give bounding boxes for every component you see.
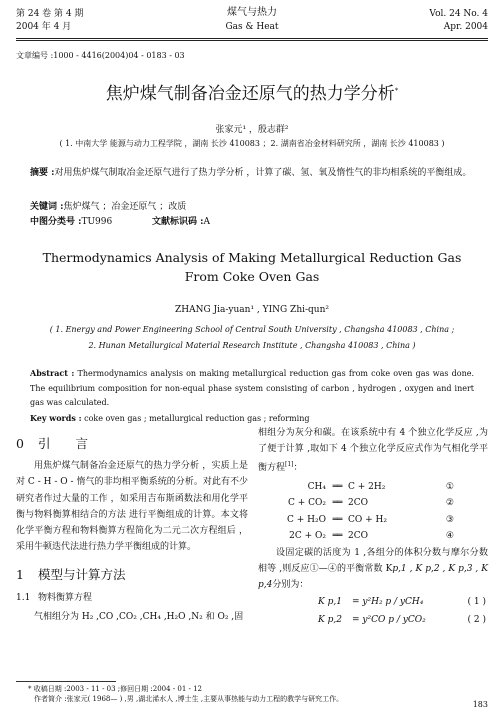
- equilibrium-text: 设固定碳的活度为 1 ,各组分的体积分数与摩尔分数相等 ,则反应①—④的平衡常数 K: [258, 547, 488, 574]
- equilibrium-arrow: ══: [332, 498, 342, 509]
- title-footnote-mark: *: [394, 86, 399, 95]
- keywords-cn-text: 焦炉煤气 ；冶金还原气 ；改质: [63, 202, 187, 212]
- section-1-title: 模型与计算方法: [38, 567, 126, 583]
- keywords-cn: [30, 199, 186, 212]
- doc-code-value: A: [203, 217, 210, 227]
- subsection-1-1-title: 物料衡算方程: [38, 592, 93, 603]
- reaction-row: [270, 495, 488, 512]
- section-0-title: 引 言: [38, 436, 89, 451]
- reactions-intro-paragraph: [258, 425, 488, 477]
- reaction-list: [270, 479, 488, 545]
- abstract-cn: [30, 166, 474, 180]
- title-cn: [16, 79, 488, 104]
- affiliation-en: [16, 322, 488, 354]
- issue-date: 2004 年 4 月: [16, 22, 72, 32]
- title-cn-text: 焦炉煤气制备冶金还原气的热力学分析: [105, 84, 395, 104]
- reaction-row: [270, 512, 488, 529]
- authors-cn: 张家元¹ ，殷志群²: [215, 125, 289, 135]
- right-column: [258, 425, 488, 629]
- equation-lhs: K p,2: [318, 615, 342, 626]
- reaction-lhs: C + CO₂: [287, 498, 326, 509]
- equation-number: ( 1 ): [467, 597, 486, 608]
- reaction-rhs: 2CO: [348, 531, 368, 542]
- volume-issue: 第 24 卷 第 4 期: [16, 9, 84, 19]
- authors-en: ZHANG Jia-yuan¹ , YING Zhi-qun²: [174, 305, 329, 315]
- equation-row: [318, 611, 488, 629]
- journal-volume-en: [429, 8, 488, 34]
- left-column: [16, 428, 248, 625]
- equation-rhs: = y²CO p / yCO₂: [352, 615, 426, 626]
- affiliation-en-1: ( 1. Energy and Power Engineering School of Central South University , Changsha 410083 , China ;: [49, 325, 455, 334]
- page-number: 183: [472, 700, 488, 709]
- affiliation-cn: ( 1. 中南大学 能源与动力工程学院 ，湖南 长沙 410083 ；2. 湖南省冶金材料研究所 ，湖南 长沙 410083 ): [59, 139, 445, 148]
- journal-name-cn: 煤气与热力: [227, 7, 277, 18]
- section-0-number: 0: [16, 436, 24, 451]
- abstract-cn-label: 摘要 :: [30, 168, 55, 178]
- reaction-rhs: CO + H₂: [348, 514, 387, 525]
- issue-date-en: Apr. 2004: [443, 22, 488, 32]
- equation-number: ( 2 ): [467, 615, 486, 626]
- classification: [30, 214, 210, 227]
- footnote-rule: [16, 681, 116, 682]
- footnote: [28, 684, 343, 704]
- journal-issue: [16, 8, 83, 34]
- reactions-intro-end: ：: [293, 463, 303, 474]
- abstract-en: [30, 366, 474, 411]
- title-en: [16, 248, 488, 286]
- header-rule: [16, 38, 488, 39]
- footnote-dates: 收稿日期 :2003 - 11 - 03 ;修回日期 :2004 - 01 - 12: [33, 685, 203, 693]
- keywords-en: [30, 413, 309, 423]
- footnote-author-bio: 作者简介 :张家元( 1968— ) ,男 ,湖北浠水人 ,博士生 ,主要从事热能与动力工程的教学与研究工作。: [34, 695, 344, 703]
- footnote-mark: *: [28, 685, 32, 693]
- equilibrium-arrow: ══: [332, 514, 342, 525]
- reaction-lhs: C + H₂O: [287, 514, 326, 525]
- keywords-en-label: Key words :: [30, 413, 82, 423]
- section-1-number: 1: [16, 567, 24, 583]
- equilibrium-constant-paragraph: [258, 545, 488, 594]
- kp-symbols: p,1 , K p,2 , K p,3 , K p,4: [258, 563, 488, 591]
- article-number: 文章编号 :1000 - 4416(2004)04 - 0183 - 03: [16, 51, 185, 60]
- title-en-line2: From Coke Oven Gas: [184, 269, 320, 284]
- citation-1: [1]: [285, 461, 294, 469]
- equation-list: [318, 593, 488, 629]
- header-rule-thin: [16, 40, 488, 41]
- reaction-row: [270, 528, 488, 545]
- equilibrium-arrow: ══: [332, 531, 342, 542]
- reaction-number: ④: [445, 531, 454, 542]
- equation-rhs: = y²H₂ p / yCH₄: [352, 597, 424, 608]
- equation-row: [318, 593, 488, 611]
- section-1-heading: [16, 567, 248, 583]
- reaction-rhs: 2CO: [348, 498, 368, 509]
- equilibrium-arrow: ══: [332, 481, 342, 492]
- journal-name-en: Gas & Heat: [225, 22, 279, 32]
- keywords-cn-label: 关键词 :: [30, 202, 64, 212]
- clc-value: TU996: [81, 217, 113, 227]
- reactions-intro-text: 相组分为灰分和碳。在该系统中有 4 个独立化学反应 ,为了便于计算 ,取如下 4 个独立化学反应式作为气相化学平衡方程: [258, 428, 488, 474]
- intro-paragraph: 用焦炉煤气制备冶金还原气的热力学分析 ，实质上是对 C - H - O - 惰气的非均相平衡系统的分析。对此有不少研究者作过大量的工作 ，如采用吉布斯函数法和用化学平衡与物料衡算相结合的方法 进行平衡组成的计算。本文将化学平衡方程和物料衡算方程简化为二元二次方程组后 ，采用牛顿迭代法进行热力学平衡组成的计算。: [16, 461, 248, 553]
- subsection-1-1-heading: [16, 590, 248, 606]
- affiliation-en-2: 2. Hunan Metallurgical Material Research Institute , Changsha 410083 , China ): [88, 341, 416, 350]
- equation-lhs: K p,1: [318, 597, 342, 608]
- volume-issue-en: Vol. 24 No. 4: [429, 9, 488, 19]
- mass-balance-paragraph: 气相组分为 H₂ ,CO ,CO₂ ,CH₄ ,H₂O ,N₂ 和 O₂ ,固: [34, 611, 244, 622]
- doc-code-label: 文献标识码 :: [152, 217, 204, 227]
- abstract-en-label: Abstract :: [30, 368, 75, 378]
- equilibrium-text-end: 分别为：: [272, 580, 309, 591]
- section-0-heading: [16, 436, 248, 452]
- reaction-number: ③: [445, 514, 454, 525]
- reaction-rhs: C + 2H₂: [348, 481, 386, 492]
- reaction-number: ①: [445, 481, 454, 492]
- keywords-en-text: coke oven gas ; metallurgical reduction gas ; reforming: [84, 414, 310, 423]
- reaction-number: ②: [445, 498, 454, 509]
- clc-label: 中图分类号 :: [30, 217, 82, 227]
- reaction-lhs: 2C + O₂: [289, 531, 326, 542]
- reaction-row: [270, 479, 488, 496]
- abstract-en-text: Thermodynamics analysis on making metallurgical reduction gas from coke oven gas was done. The equilibrium composition for non-equal phase system consisting of carbon , hydrogen , oxygen and inert gas was calculated.: [30, 369, 475, 407]
- reaction-lhs: CH₄: [307, 481, 326, 492]
- title-en-line1: Thermodynamics Analysis of Making Metallurgical Reduction Gas: [42, 250, 462, 265]
- journal-name: [180, 6, 324, 34]
- subsection-1-1-number: 1.1: [16, 592, 31, 603]
- abstract-cn-text: 对用焦炉煤气制取冶金还原气进行了热力学分析 ，计算了碳、氢、氧及惰性气的非均相系统的平衡组成。: [54, 168, 472, 178]
